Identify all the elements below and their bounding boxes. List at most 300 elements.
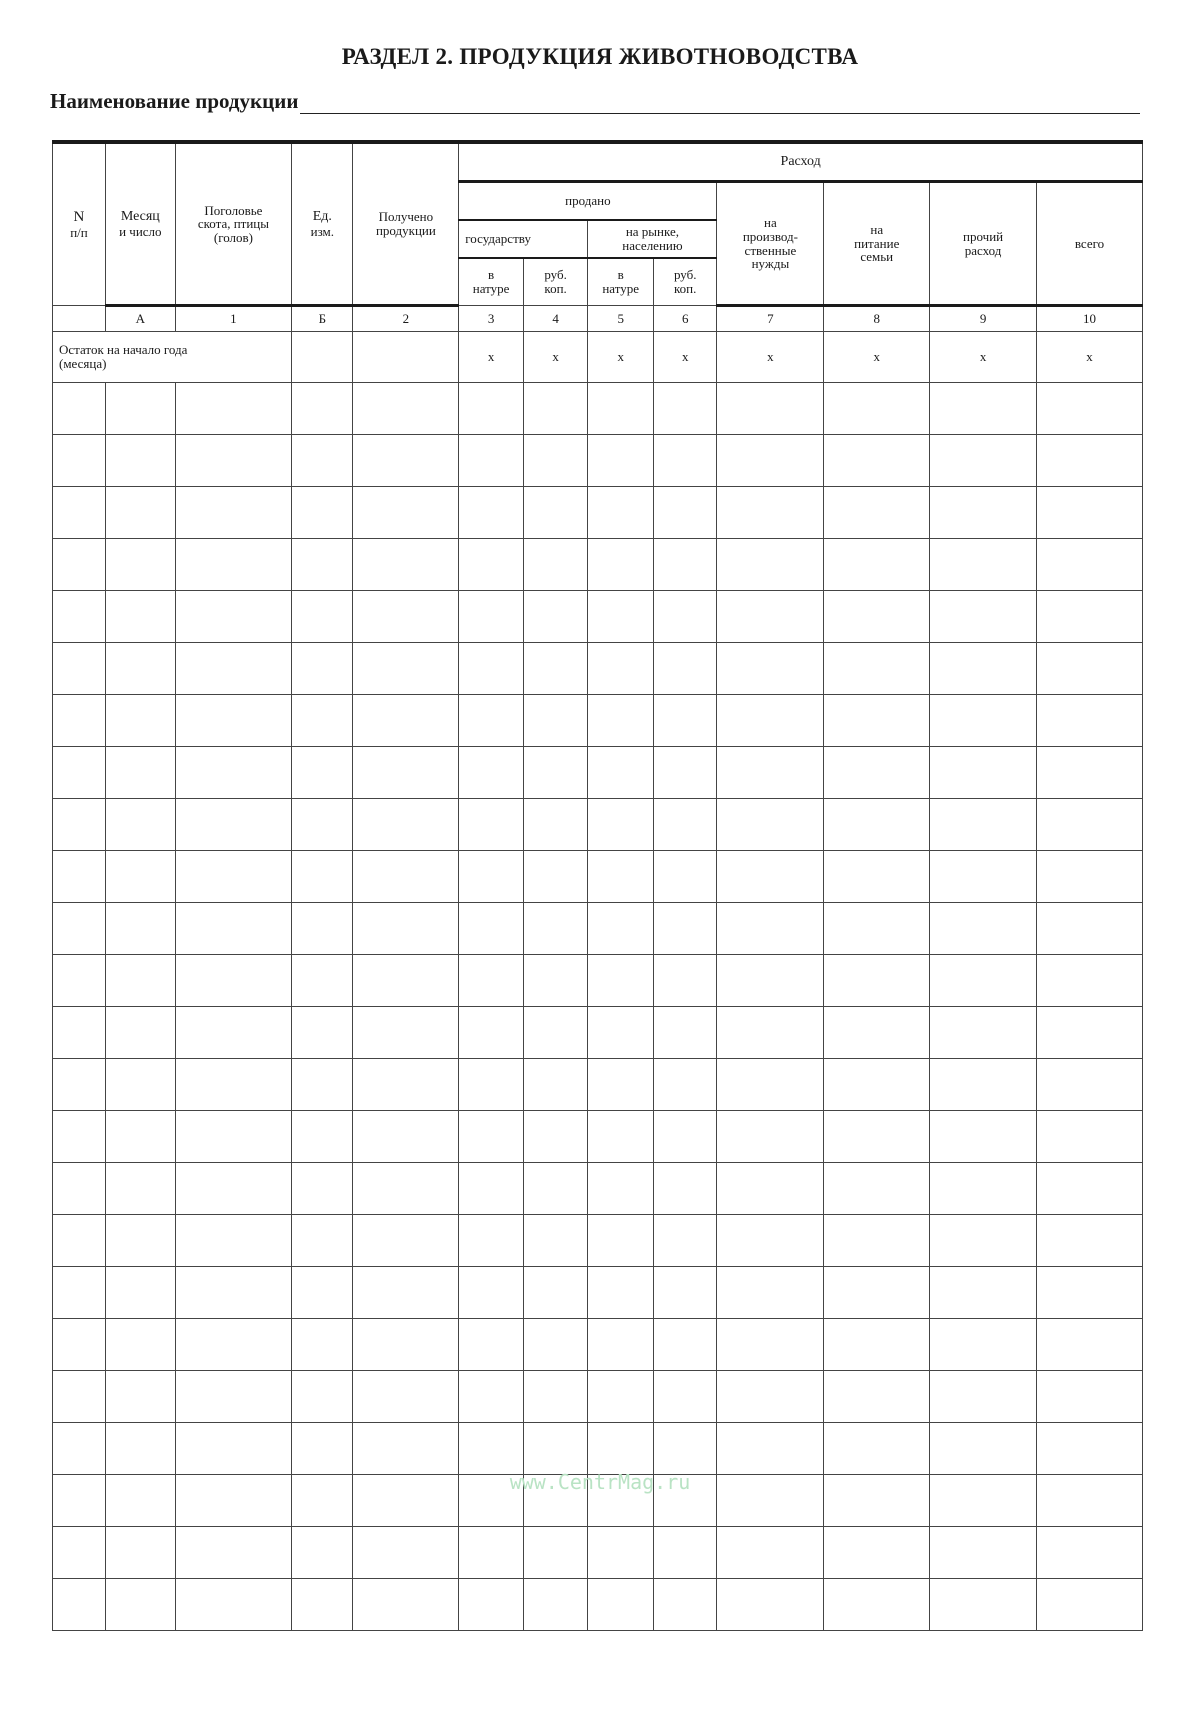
table-cell[interactable] [459, 851, 524, 903]
table-cell[interactable] [175, 851, 291, 903]
table-cell[interactable] [105, 1371, 175, 1423]
table-cell[interactable] [930, 903, 1037, 955]
table-cell[interactable] [717, 1111, 824, 1163]
table-cell[interactable] [105, 1319, 175, 1371]
table-cell[interactable] [930, 1319, 1037, 1371]
table-cell[interactable] [717, 643, 824, 695]
table-cell[interactable] [459, 1423, 524, 1475]
table-cell[interactable] [105, 1527, 175, 1579]
table-cell[interactable] [292, 1527, 353, 1579]
table-cell[interactable] [930, 695, 1037, 747]
table-cell[interactable] [53, 1371, 106, 1423]
table-cell[interactable] [175, 1423, 291, 1475]
table-cell[interactable] [53, 903, 106, 955]
table-cell[interactable] [523, 539, 588, 591]
table-cell[interactable] [523, 903, 588, 955]
table-cell[interactable] [459, 383, 524, 435]
table-cell[interactable] [175, 1111, 291, 1163]
table-cell[interactable] [824, 695, 930, 747]
table-cell[interactable] [353, 643, 459, 695]
table-cell[interactable] [930, 1267, 1037, 1319]
table-cell[interactable] [717, 1527, 824, 1579]
table-cell[interactable] [53, 487, 106, 539]
table-cell[interactable] [175, 695, 291, 747]
table-cell[interactable] [353, 1527, 459, 1579]
table-cell[interactable] [459, 903, 524, 955]
table-cell[interactable] [459, 1059, 524, 1111]
table-cell[interactable] [588, 383, 654, 435]
table-cell[interactable] [105, 1163, 175, 1215]
table-cell[interactable] [930, 955, 1037, 1007]
table-cell[interactable] [717, 1007, 824, 1059]
table-cell[interactable] [523, 747, 588, 799]
table-cell[interactable] [523, 695, 588, 747]
table-cell[interactable] [588, 851, 654, 903]
table-cell[interactable] [353, 1371, 459, 1423]
table-cell[interactable] [53, 1163, 106, 1215]
table-cell[interactable] [53, 1059, 106, 1111]
table-cell[interactable] [824, 591, 930, 643]
table-cell[interactable] [588, 539, 654, 591]
table-cell[interactable] [175, 1527, 291, 1579]
table-cell[interactable] [653, 539, 716, 591]
table-cell[interactable] [53, 1423, 106, 1475]
table-cell[interactable] [930, 1059, 1037, 1111]
table-cell[interactable] [824, 1423, 930, 1475]
table-cell[interactable] [459, 591, 524, 643]
table-cell[interactable] [292, 1007, 353, 1059]
table-cell[interactable] [930, 1579, 1037, 1631]
table-cell[interactable] [105, 799, 175, 851]
table-cell[interactable] [292, 1371, 353, 1423]
table-cell[interactable] [292, 1423, 353, 1475]
table-cell[interactable] [53, 383, 106, 435]
table-cell[interactable] [523, 799, 588, 851]
table-cell[interactable] [292, 591, 353, 643]
table-cell[interactable] [824, 539, 930, 591]
table-cell[interactable] [653, 487, 716, 539]
table-cell[interactable] [459, 487, 524, 539]
table-cell[interactable] [105, 1111, 175, 1163]
table-cell[interactable] [653, 1423, 716, 1475]
table-cell[interactable] [824, 799, 930, 851]
table-cell[interactable] [717, 1163, 824, 1215]
table-cell[interactable] [353, 1579, 459, 1631]
table-cell[interactable] [653, 435, 716, 487]
table-cell[interactable] [523, 1527, 588, 1579]
table-cell[interactable] [292, 1163, 353, 1215]
table-cell[interactable] [1037, 1423, 1143, 1475]
table-cell[interactable] [588, 1267, 654, 1319]
table-cell[interactable] [588, 799, 654, 851]
table-cell[interactable] [1037, 435, 1143, 487]
table-cell[interactable] [588, 487, 654, 539]
table-cell[interactable] [292, 1215, 353, 1267]
table-cell[interactable] [824, 1527, 930, 1579]
table-cell[interactable] [588, 903, 654, 955]
table-cell[interactable] [53, 799, 106, 851]
table-cell[interactable] [105, 1267, 175, 1319]
table-cell[interactable] [653, 1059, 716, 1111]
table-cell[interactable] [459, 1371, 524, 1423]
table-cell[interactable] [175, 643, 291, 695]
table-cell[interactable] [292, 1059, 353, 1111]
table-cell[interactable] [523, 851, 588, 903]
table-cell[interactable] [353, 747, 459, 799]
table-cell[interactable] [824, 1059, 930, 1111]
table-cell[interactable] [353, 955, 459, 1007]
table-cell[interactable] [175, 1007, 291, 1059]
table-cell[interactable] [353, 1007, 459, 1059]
table-cell[interactable] [105, 435, 175, 487]
table-cell[interactable] [930, 643, 1037, 695]
table-cell[interactable] [523, 1111, 588, 1163]
table-cell[interactable] [53, 955, 106, 1007]
table-cell[interactable] [175, 955, 291, 1007]
table-cell[interactable] [588, 1319, 654, 1371]
table-cell[interactable] [930, 1163, 1037, 1215]
table-cell[interactable] [1037, 1007, 1143, 1059]
table-cell[interactable] [588, 1215, 654, 1267]
table-cell[interactable] [824, 1319, 930, 1371]
table-cell[interactable] [523, 955, 588, 1007]
table-cell[interactable] [175, 1319, 291, 1371]
table-cell[interactable] [588, 591, 654, 643]
table-cell[interactable] [53, 1111, 106, 1163]
table-cell[interactable] [824, 643, 930, 695]
table-cell[interactable] [588, 1111, 654, 1163]
table-cell[interactable] [105, 539, 175, 591]
table-cell[interactable] [930, 487, 1037, 539]
table-cell[interactable] [653, 1007, 716, 1059]
table-cell[interactable] [353, 695, 459, 747]
table-cell[interactable] [717, 1267, 824, 1319]
table-cell[interactable] [353, 1111, 459, 1163]
table-cell[interactable] [523, 487, 588, 539]
table-cell[interactable] [930, 851, 1037, 903]
table-cell[interactable] [824, 1163, 930, 1215]
table-cell[interactable] [717, 1059, 824, 1111]
table-cell[interactable] [588, 1059, 654, 1111]
table-cell[interactable] [292, 1579, 353, 1631]
table-cell[interactable] [523, 591, 588, 643]
table-cell[interactable] [717, 539, 824, 591]
table-cell[interactable] [1037, 799, 1143, 851]
table-cell[interactable] [824, 903, 930, 955]
table-cell[interactable] [105, 1579, 175, 1631]
table-cell[interactable] [353, 1215, 459, 1267]
table-cell[interactable] [588, 435, 654, 487]
table-cell[interactable] [930, 1423, 1037, 1475]
table-cell[interactable] [717, 1215, 824, 1267]
table-cell[interactable] [459, 1527, 524, 1579]
table-cell[interactable] [353, 435, 459, 487]
table-cell[interactable] [588, 1423, 654, 1475]
table-cell[interactable] [175, 799, 291, 851]
table-cell[interactable] [353, 1319, 459, 1371]
table-cell[interactable] [292, 435, 353, 487]
table-cell[interactable] [292, 799, 353, 851]
table-cell[interactable] [353, 332, 459, 383]
table-cell[interactable] [459, 799, 524, 851]
table-cell[interactable] [175, 539, 291, 591]
table-cell[interactable] [523, 1579, 588, 1631]
table-cell[interactable] [1037, 1059, 1143, 1111]
table-cell[interactable] [292, 1267, 353, 1319]
table-cell[interactable] [53, 1527, 106, 1579]
table-cell[interactable] [53, 1319, 106, 1371]
table-cell[interactable] [523, 1319, 588, 1371]
table-cell[interactable] [824, 747, 930, 799]
table-cell[interactable] [105, 1423, 175, 1475]
table-cell[interactable] [824, 955, 930, 1007]
table-cell[interactable] [588, 1527, 654, 1579]
table-cell[interactable] [175, 383, 291, 435]
table-cell[interactable] [1037, 1267, 1143, 1319]
table-cell[interactable] [292, 383, 353, 435]
table-cell[interactable] [653, 1215, 716, 1267]
table-cell[interactable] [653, 851, 716, 903]
table-cell[interactable] [459, 1163, 524, 1215]
table-cell[interactable] [105, 851, 175, 903]
table-cell[interactable] [1037, 383, 1143, 435]
table-cell[interactable] [459, 1319, 524, 1371]
table-cell[interactable] [824, 1111, 930, 1163]
table-cell[interactable] [653, 1371, 716, 1423]
table-cell[interactable] [175, 1059, 291, 1111]
table-cell[interactable] [717, 1371, 824, 1423]
table-cell[interactable] [1037, 1527, 1143, 1579]
table-cell[interactable] [175, 1163, 291, 1215]
table-cell[interactable] [175, 487, 291, 539]
table-cell[interactable] [653, 799, 716, 851]
table-cell[interactable] [523, 1267, 588, 1319]
table-cell[interactable] [653, 695, 716, 747]
table-cell[interactable] [653, 1579, 716, 1631]
table-cell[interactable] [459, 539, 524, 591]
table-cell[interactable] [824, 487, 930, 539]
table-cell[interactable] [105, 747, 175, 799]
table-cell[interactable] [653, 1163, 716, 1215]
table-cell[interactable] [523, 1059, 588, 1111]
table-cell[interactable] [353, 851, 459, 903]
table-cell[interactable] [930, 1371, 1037, 1423]
table-cell[interactable] [459, 643, 524, 695]
table-cell[interactable] [105, 1007, 175, 1059]
table-cell[interactable] [1037, 1111, 1143, 1163]
table-cell[interactable] [53, 1007, 106, 1059]
table-cell[interactable] [353, 799, 459, 851]
table-cell[interactable] [717, 695, 824, 747]
table-cell[interactable] [717, 955, 824, 1007]
table-cell[interactable] [175, 435, 291, 487]
table-cell[interactable] [175, 903, 291, 955]
table-cell[interactable] [105, 591, 175, 643]
table-cell[interactable] [353, 539, 459, 591]
table-cell[interactable] [717, 851, 824, 903]
table-cell[interactable] [175, 1215, 291, 1267]
table-cell[interactable] [1037, 1579, 1143, 1631]
table-cell[interactable] [717, 1319, 824, 1371]
table-cell[interactable] [717, 383, 824, 435]
table-cell[interactable] [175, 1371, 291, 1423]
table-cell[interactable] [353, 903, 459, 955]
table-cell[interactable] [53, 1267, 106, 1319]
table-cell[interactable] [588, 955, 654, 1007]
table-cell[interactable] [105, 643, 175, 695]
table-cell[interactable] [653, 1527, 716, 1579]
table-cell[interactable] [717, 435, 824, 487]
table-cell[interactable] [930, 383, 1037, 435]
table-cell[interactable] [459, 1111, 524, 1163]
table-cell[interactable] [930, 1215, 1037, 1267]
table-cell[interactable] [653, 383, 716, 435]
table-cell[interactable] [523, 1215, 588, 1267]
table-cell[interactable] [588, 695, 654, 747]
table-cell[interactable] [292, 487, 353, 539]
table-cell[interactable] [1037, 903, 1143, 955]
table-cell[interactable] [292, 539, 353, 591]
table-cell[interactable] [1037, 1371, 1143, 1423]
table-cell[interactable] [175, 1267, 291, 1319]
table-cell[interactable] [588, 643, 654, 695]
table-cell[interactable] [353, 383, 459, 435]
table-cell[interactable] [717, 591, 824, 643]
table-cell[interactable] [1037, 643, 1143, 695]
table-cell[interactable] [459, 1267, 524, 1319]
table-cell[interactable] [717, 799, 824, 851]
table-cell[interactable] [930, 799, 1037, 851]
table-cell[interactable] [930, 591, 1037, 643]
table-cell[interactable] [653, 1111, 716, 1163]
table-cell[interactable] [292, 643, 353, 695]
table-cell[interactable] [292, 747, 353, 799]
table-cell[interactable] [105, 695, 175, 747]
table-cell[interactable] [653, 1319, 716, 1371]
table-cell[interactable] [105, 1059, 175, 1111]
table-cell[interactable] [459, 1007, 524, 1059]
table-cell[interactable] [1037, 695, 1143, 747]
table-cell[interactable] [353, 1423, 459, 1475]
table-cell[interactable] [292, 1111, 353, 1163]
table-cell[interactable] [353, 1267, 459, 1319]
table-cell[interactable] [353, 487, 459, 539]
table-cell[interactable] [53, 695, 106, 747]
table-cell[interactable] [459, 1215, 524, 1267]
table-cell[interactable] [523, 1163, 588, 1215]
table-cell[interactable] [588, 1007, 654, 1059]
table-cell[interactable] [588, 1371, 654, 1423]
table-cell[interactable] [292, 955, 353, 1007]
table-cell[interactable] [588, 747, 654, 799]
table-cell[interactable] [653, 1267, 716, 1319]
table-cell[interactable] [1037, 1319, 1143, 1371]
table-cell[interactable] [53, 435, 106, 487]
table-cell[interactable] [292, 851, 353, 903]
table-cell[interactable] [930, 1111, 1037, 1163]
table-cell[interactable] [717, 1423, 824, 1475]
table-cell[interactable] [824, 435, 930, 487]
table-cell[interactable] [292, 903, 353, 955]
table-cell[interactable] [653, 643, 716, 695]
table-cell[interactable] [930, 1527, 1037, 1579]
table-cell[interactable] [523, 1423, 588, 1475]
table-cell[interactable] [1037, 747, 1143, 799]
table-cell[interactable] [523, 643, 588, 695]
table-cell[interactable] [53, 643, 106, 695]
table-cell[interactable] [824, 1007, 930, 1059]
table-cell[interactable] [653, 591, 716, 643]
table-cell[interactable] [292, 332, 353, 383]
table-cell[interactable] [53, 539, 106, 591]
table-cell[interactable] [353, 1163, 459, 1215]
table-cell[interactable] [1037, 955, 1143, 1007]
table-cell[interactable] [175, 1579, 291, 1631]
table-cell[interactable] [1037, 1215, 1143, 1267]
table-cell[interactable] [53, 851, 106, 903]
table-cell[interactable] [1037, 591, 1143, 643]
table-cell[interactable] [105, 955, 175, 1007]
table-cell[interactable] [353, 591, 459, 643]
table-cell[interactable] [175, 747, 291, 799]
table-cell[interactable] [653, 903, 716, 955]
table-cell[interactable] [523, 383, 588, 435]
table-cell[interactable] [588, 1163, 654, 1215]
table-cell[interactable] [653, 955, 716, 1007]
table-cell[interactable] [1037, 851, 1143, 903]
table-cell[interactable] [175, 591, 291, 643]
table-cell[interactable] [824, 1371, 930, 1423]
table-cell[interactable] [53, 1579, 106, 1631]
table-cell[interactable] [523, 1007, 588, 1059]
table-cell[interactable] [653, 747, 716, 799]
table-cell[interactable] [930, 539, 1037, 591]
table-cell[interactable] [1037, 487, 1143, 539]
table-cell[interactable] [459, 435, 524, 487]
table-cell[interactable] [824, 1215, 930, 1267]
table-cell[interactable] [824, 851, 930, 903]
table-cell[interactable] [824, 1267, 930, 1319]
table-cell[interactable] [717, 487, 824, 539]
product-name-field[interactable] [300, 89, 1140, 114]
table-cell[interactable] [824, 383, 930, 435]
table-cell[interactable] [523, 435, 588, 487]
table-cell[interactable] [105, 1215, 175, 1267]
table-cell[interactable] [459, 1579, 524, 1631]
table-cell[interactable] [459, 747, 524, 799]
table-cell[interactable] [1037, 1163, 1143, 1215]
table-cell[interactable] [292, 695, 353, 747]
table-cell[interactable] [459, 695, 524, 747]
table-cell[interactable] [930, 435, 1037, 487]
table-cell[interactable] [459, 955, 524, 1007]
table-cell[interactable] [523, 1371, 588, 1423]
table-cell[interactable] [588, 1579, 654, 1631]
table-cell[interactable] [53, 591, 106, 643]
table-cell[interactable] [292, 1319, 353, 1371]
table-cell[interactable] [1037, 539, 1143, 591]
table-cell[interactable] [824, 1579, 930, 1631]
table-cell[interactable] [930, 1007, 1037, 1059]
table-cell[interactable] [105, 487, 175, 539]
table-cell[interactable] [717, 747, 824, 799]
table-cell[interactable] [53, 1215, 106, 1267]
table-cell[interactable] [717, 1579, 824, 1631]
table-cell[interactable] [105, 383, 175, 435]
table-cell[interactable] [930, 747, 1037, 799]
table-cell[interactable] [353, 1059, 459, 1111]
table-cell[interactable] [105, 903, 175, 955]
